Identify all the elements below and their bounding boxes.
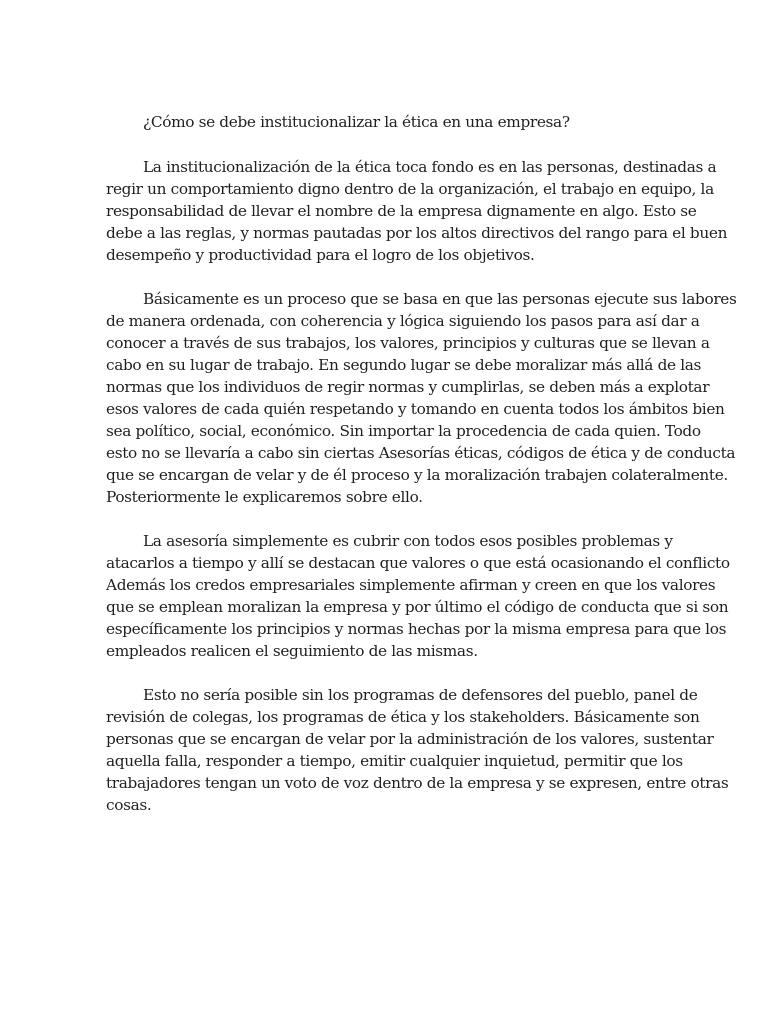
paragraph-3 — [106, 530, 730, 662]
paragraph-line: aquella falla, responder a tiempo, emitir cualquier inquietud, permitir que los — [106, 752, 683, 770]
paragraph-line: conocer a través de sus trabajos, los valores, principios y culturas que se llevan a — [106, 334, 710, 352]
paragraph-line: esto no se llevaría a cabo sin ciertas Asesorías éticas, códigos de ética y de conducta — [106, 444, 736, 462]
paragraph-4 — [106, 684, 729, 816]
paragraph-line: regir un comportamiento digno dentro de la organización, el trabajo en equipo, la — [106, 180, 714, 198]
paragraph-line: de manera ordenada, con coherencia y lógica siguiendo los pasos para así dar a — [106, 312, 700, 330]
paragraph-line: desempeño y productividad para el logro de los objetivos. — [106, 246, 535, 264]
paragraph-line: debe a las reglas, y normas pautadas por los altos directivos del rango para el buen — [106, 224, 728, 242]
paragraph-line: La asesoría simplemente es cubrir con todos esos posibles problemas y — [143, 532, 673, 550]
paragraph-line: sea político, social, económico. Sin importar la procedencia de cada quien. Todo — [106, 422, 701, 440]
paragraph-line: que se encargan de velar y de él proceso y la moralización trabajen colateralmente. — [106, 466, 728, 484]
paragraph-1 — [106, 156, 728, 266]
paragraph-line: Posteriormente le explicaremos sobre ello. — [106, 488, 423, 506]
paragraph-line: empleados realicen el seguimiento de las mismas. — [106, 642, 478, 660]
paragraph-line: que se emplean moralizan la empresa y por último el código de conducta que si son — [106, 598, 729, 616]
paragraph-line: específicamente los principios y normas hechas por la misma empresa para que los — [106, 620, 727, 638]
paragraph-line: Básicamente es un proceso que se basa en que las personas ejecute sus labores — [143, 290, 737, 308]
question-heading: ¿Cómo se debe institucionalizar la ética en una empresa? — [143, 113, 570, 131]
paragraph-line: La institucionalización de la ética toca fondo es en las personas, destinadas a — [143, 158, 717, 176]
paragraph-line: esos valores de cada quién respetando y tomando en cuenta todos los ámbitos bien — [106, 400, 725, 418]
paragraph-line: responsabilidad de llevar el nombre de la empresa dignamente en algo. Esto se — [106, 202, 697, 220]
paragraph-line: trabajadores tengan un voto de voz dentro de la empresa y se expresen, entre otras — [106, 774, 729, 792]
paragraph-line: Además los credos empresariales simplemente afirman y creen en que los valores — [106, 576, 716, 594]
paragraph-line: personas que se encargan de velar por la administración de los valores, sustentar — [106, 730, 714, 748]
paragraph-line: normas que los individuos de regir normas y cumplirlas, se deben más a explotar — [106, 378, 710, 396]
paragraph-line: cabo en su lugar de trabajo. En segundo lugar se debe moralizar más allá de las — [106, 356, 702, 374]
paragraph-line: revisión de colegas, los programas de ética y los stakeholders. Básicamente son — [106, 708, 700, 726]
paragraph-line: cosas. — [106, 796, 152, 814]
paragraph-line: atacarlos a tiempo y allí se destacan que valores o que está ocasionando el conflicto — [106, 554, 730, 572]
paragraph-2 — [106, 288, 737, 508]
document-page — [106, 111, 737, 838]
paragraph-line: Esto no sería posible sin los programas de defensores del pueblo, panel de — [143, 686, 698, 704]
